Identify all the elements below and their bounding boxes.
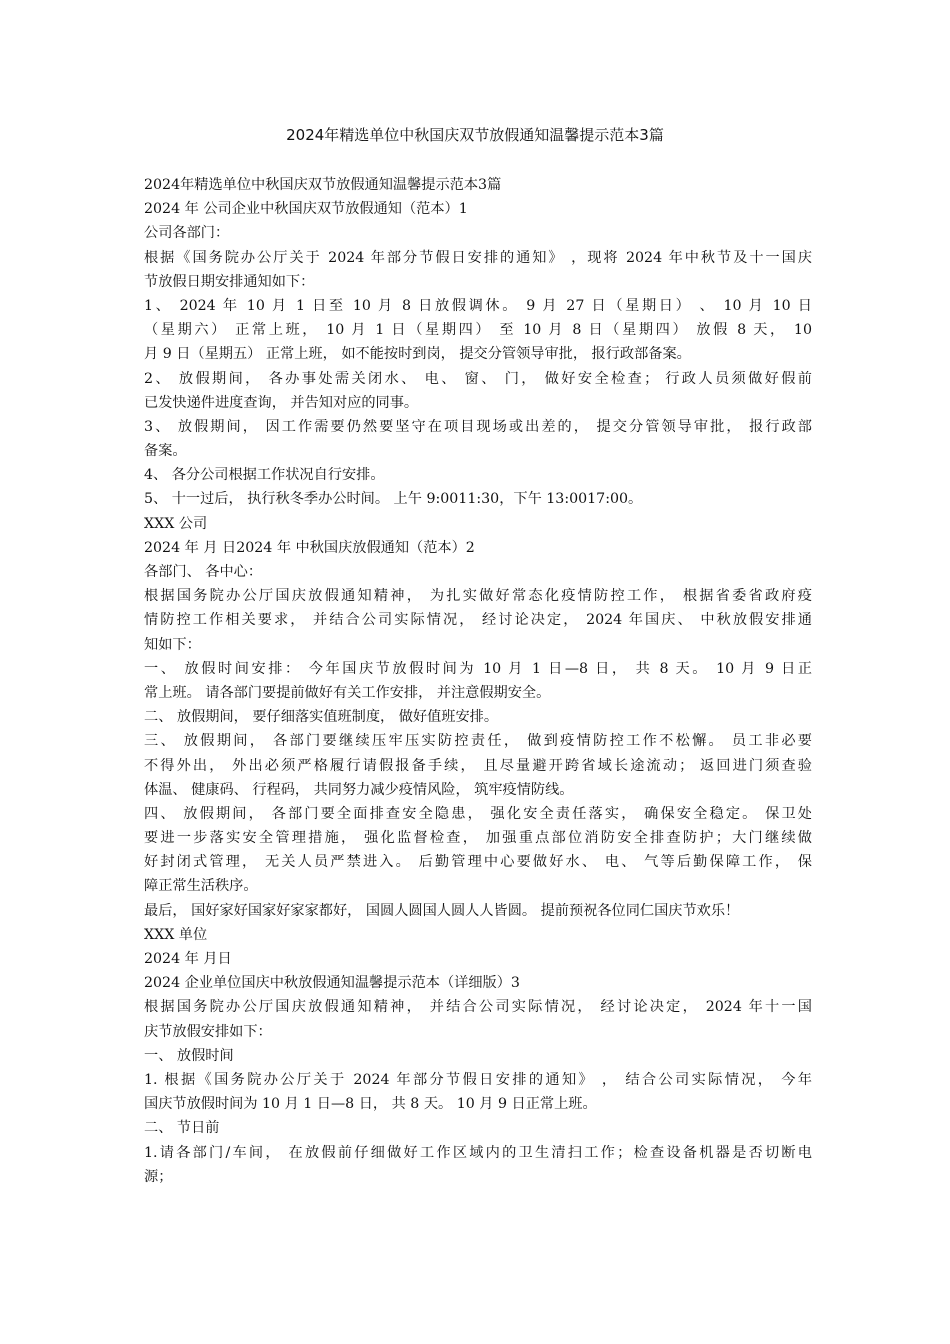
document-title: 2024年精选单位中秋国庆双节放假通知温馨提示范本3篇 [286,126,664,144]
text-line: 要进一步落实安全管理措施， 强化监督检查， 加强重点部位消防安全排查防护；大门继续做 [144,830,812,847]
text-line: 四、 放假期间， 各部门要全面排查安全隐患， 强化安全责任落实， 确保安全稳定。 保卫处 [144,805,812,822]
text-line: 根据国务院办公厅国庆放假通知精神， 并结合公司实际情况， 经讨论决定， 2024 年十一国 [144,999,812,1016]
text-line: XXX 单位 [144,926,208,943]
text-line: 2024年精选单位中秋国庆双节放假通知温馨提示范本3篇 [144,177,502,193]
text-line: 2024 年 月日 [144,951,232,967]
text-line: XXX 公司 [144,515,208,532]
text-line: 月 9 日（星期五） 正常上班， 如不能按时到岗， 提交分管领导审批， 报行政部备案。 [144,346,691,363]
text-line: 1.请各部门/车间， 在放假前仔细做好工作区域内的卫生清扫工作；检查设备机器是否切断电 [144,1144,812,1161]
text-line: 各部门、 各中心： [144,564,263,580]
text-line: 一、 放假时间安排： 今年国庆节放假时间为 10 月 1 日—8 日， 共 8 天。 10 月 9 日正 [144,660,812,677]
document-body [144,173,812,1189]
text-line: 国庆节放假时间为 10 月 1 日—8 日， 共 8 天。 10 月 9 日正常上班。 [144,1096,597,1113]
text-line: 情防控工作相关要求， 并结合公司实际情况， 经讨论决定， 2024 年国庆、 中秋放假安排通 [144,612,812,629]
text-line: 庆节放假安排如下： [144,1023,272,1040]
text-line: 根据《国务院办公厅关于 2024 年部分节假日安排的通知》 ，现将 2024 年中秋节及十一国庆 [144,249,812,266]
text-line: 障正常生活秩序。 [144,878,258,895]
text-line: 源； [144,1168,173,1185]
text-line: 备案。 [144,443,187,460]
text-line: （星期六） 正常上班， 10 月 1 日（星期四） 至 10 月 8 日（星期四） 放假 8 天， 10 [144,322,812,339]
text-line: 二、 放假期间， 要仔细落实值班制度， 做好值班安排。 [144,709,499,726]
text-line: 最后， 国好家好国家好家家都好， 国圆人圆国人圆人人皆圆。 提前预祝各位同仁国庆节欢乐！ [144,902,740,919]
text-line: 2、 放假期间， 各办事处需关闭水、 电、 窗、 门， 做好安全检查； 行政人员须做好假前 [144,370,812,387]
text-line: 体温、 健康码、 行程码， 共同努力减少疫情风险， 筑牢疫情防线。 [144,781,574,798]
text-line: 三、 放假期间， 各部门要继续压牢压实防控责任， 做到疫情防控工作不松懈。 员工非必要 [144,733,812,750]
text-line: 一、 放假时间 [144,1047,234,1064]
text-line: 根据国务院办公厅国庆放假通知精神， 为扎实做好常态化疫情防控工作， 根据省委省政府疫 [144,588,812,605]
text-line: 4、 各分公司根据工作状况自行安排。 [144,467,385,484]
text-line: 常上班。 请各部门要提前做好有关工作安排， 并注意假期安全。 [144,684,551,701]
text-line: 5、 十一过后， 执行秋冬季办公时间。 上午 9:0011:30，下午 13:0017:00。 [144,491,643,508]
text-line: 二、 节日前 [144,1120,220,1137]
text-line: 3、 放假期间， 因工作需要仍然要坚守在项目现场或出差的， 提交分管领导审批， 报行政部 [144,418,812,435]
text-line: 知如下： [144,636,201,653]
text-line: 好封闭式管理， 无关人员严禁进入。 后勤管理中心要做好水、 电、 气等后勤保障工作， 保 [144,854,812,871]
text-line: 已发快递件进度查询， 并告知对应的同事。 [144,394,419,411]
text-line: 公司各部门： [144,225,230,242]
text-line: 1. 根据《国务院办公厅关于 2024 年部分节假日安排的通知》 ， 结合公司实际情况， 今年 [144,1071,812,1088]
text-line: 2024 年 公司企业中秋国庆双节放假通知（范本）1 [144,201,468,218]
text-line: 节放假日期安排通知如下： [144,273,315,290]
text-line: 2024 企业单位国庆中秋放假通知温馨提示范本（详细版）3 [144,975,520,992]
text-line: 1、 2024 年 10 月 1 日至 10 月 8 日放假调休。 9 月 27 日（星期日） 、 10 月 10 日 [144,297,812,314]
text-line: 不得外出， 外出必须严格履行请假报备手续， 且尽量避开跨省域长途流动； 返回进门须查验 [144,757,812,774]
text-line: 2024 年 月 日2024 年 中秋国庆放假通知（范本）2 [144,539,475,556]
